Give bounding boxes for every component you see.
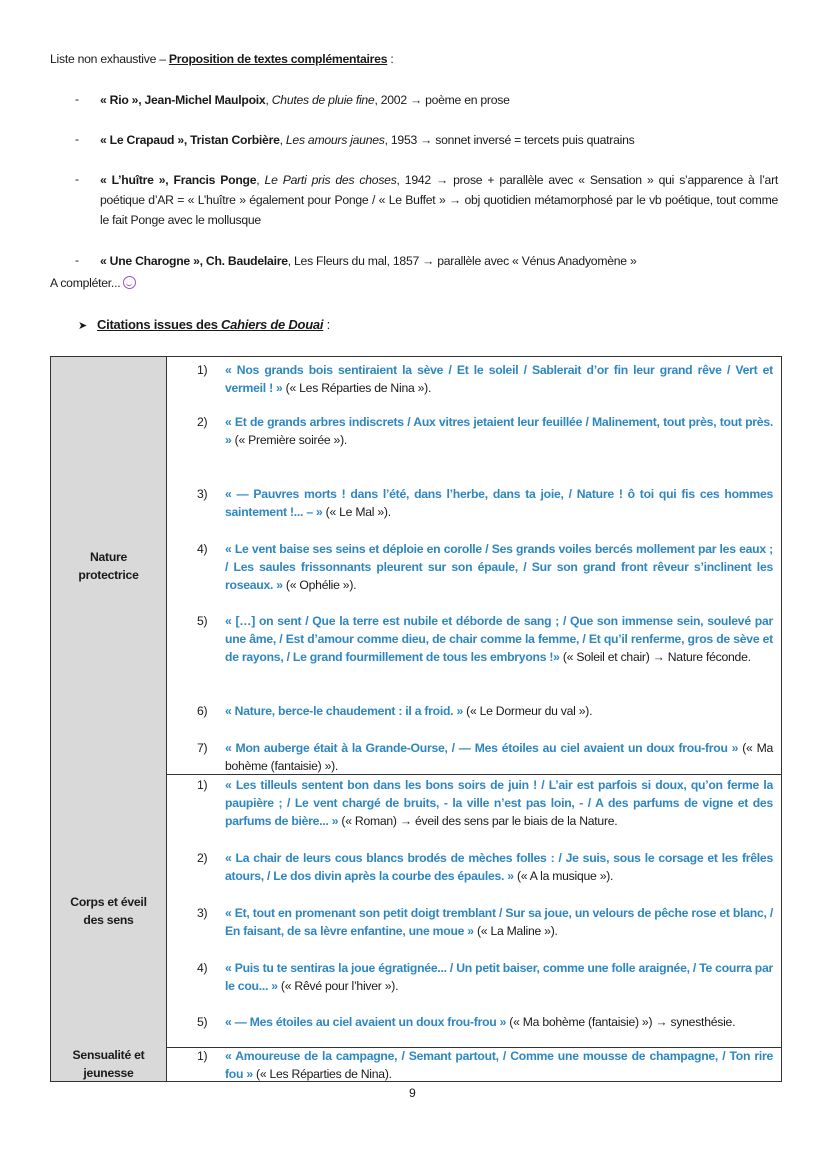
quote-text: « Amoureuse de la campagne, / Semant partout, / Comme une mousse de champagne, / Ton rire fou » (225, 1049, 773, 1081)
citations-table (50, 356, 782, 1082)
citation-item (197, 1047, 773, 1083)
quote-text: « Mon auberge était à la Grande-Ourse, / — Mes étoiles au ciel avaient un doux frou-frou » (225, 741, 739, 755)
intro-colon: : (387, 52, 394, 66)
smiley-icon (123, 276, 136, 289)
category-label-text: Corps et éveil des sens (70, 894, 147, 927)
item-number: 1) (197, 363, 208, 377)
quote-text: « — Mes étoiles au ciel avaient un doux frou-frou » (225, 1015, 507, 1029)
category-label (51, 1047, 167, 1081)
item-number: 5) (197, 614, 208, 628)
quote-text: « Et de grands arbres indiscrets / Aux vitres jetaient leur feuillée / Malinement, tout près, tout près. » (225, 415, 773, 447)
citation-item (197, 849, 773, 885)
source-reference: (« Le Dormeur du val »). (463, 704, 593, 718)
category-label (51, 774, 167, 1047)
item-number: 2) (197, 851, 208, 865)
intro-title: Proposition de textes complémentaires (168, 52, 388, 66)
citation-item (197, 612, 773, 666)
source-reference: (« La Maline »). (473, 924, 558, 938)
arrow-bullet-icon: ➤ (78, 320, 87, 332)
item-number: 2) (197, 415, 208, 429)
text-note: , 1942 → prose + parallèle avec « Sensation » qui s’apparence à l’art poétique d’AR = « L’huître » également pour Ponge / « Le Buffet » → obj quotidien métamorphosé par le vb poétique, tout comme le fait Ponge avec le mollusque (100, 173, 779, 227)
complete-note (50, 274, 136, 292)
quote-text: « — Pauvres morts ! dans l’été, dans l’herbe, dans ta joie, / Nature ! ô toi qui fis ces hommes saintement !... – » (225, 487, 773, 519)
source-reference: (« A la musique »). (513, 869, 614, 883)
source-reference: (« Roman) → éveil des sens par le biais de la Nature. (338, 814, 618, 828)
citation-item (197, 413, 773, 449)
text-title: « L’huître », Francis Ponge (100, 173, 257, 187)
source-reference: (« Première soirée »). (231, 433, 348, 447)
item-number: 1) (197, 778, 208, 792)
source-reference: (« Les Réparties de Nina »). (282, 381, 432, 395)
quote-text: « Nos grands bois sentiraient la sève / Et le soleil / Sablerait d’or fin leur grand rêve / Vert et vermeil ! » (225, 363, 773, 395)
page-number: 9 (409, 1086, 416, 1100)
quote-text: « Puis tu te sentiras la joue égratignée... / Un petit baiser, comme une folle araignée, / Te courra par le cou... » (225, 961, 773, 993)
text-note: , 1953 → sonnet inversé = tercets puis quatrains (384, 133, 635, 147)
heading-prefix: Citations issues des (96, 317, 222, 332)
sep: , (279, 133, 286, 147)
source-reference: (« Rêvé pour l’hiver »). (277, 979, 399, 993)
citation-item (197, 485, 773, 521)
source-reference: (« Ophélie »). (282, 578, 357, 592)
item-number: 4) (197, 961, 208, 975)
item-number: 7) (197, 741, 208, 755)
item-number: 6) (197, 704, 208, 718)
intro-line (50, 50, 394, 68)
heading-work: Cahiers de Douai (221, 317, 324, 332)
text-note: Les Fleurs du mal, 1857 → parallèle avec « Vénus Anadyomène » (294, 254, 637, 268)
quote-text: « Le vent baise ses seins et déploie en corolle / Ses grands voiles bercés mollement par les eaux ; / Les saules frissonnants pleurent sur son épaule, / Sur son grand front rêveur s’inclinent les roseaux. » (225, 542, 773, 592)
category-label-text: Sensualité et jeunesse (72, 1048, 145, 1080)
citation-item (197, 739, 773, 775)
item-number: 3) (197, 906, 208, 920)
citation-item (197, 540, 773, 594)
citation-item (197, 904, 773, 940)
category-label (51, 357, 167, 774)
heading-colon: : (323, 317, 330, 332)
text-work: Les amours jaunes (285, 133, 385, 147)
quote-text: « […] on sent / Que la terre est nubile et déborde de sang ; / Que son immense sein, soulevé par une âme, / Est d’amour comme dieu, de chair comme la femme, / Et qu’il renferme, gros de sève et de rayons, / Le grand fourmillement de tous les embryons !» (225, 614, 773, 664)
text-item (100, 130, 778, 150)
source-reference: (« Soleil et chair) → Nature féconde. (559, 650, 751, 664)
item-number: 4) (197, 542, 208, 556)
sep: , (287, 254, 295, 268)
text-item (100, 251, 778, 271)
source-reference: (« Ma bohème (fantaisie) ») → synesthésie. (506, 1015, 736, 1029)
text-title: « Une Charogne », Ch. Baudelaire (100, 254, 288, 268)
source-reference: (« Ma bohème (fantaisie) »). (225, 741, 773, 773)
citation-item (197, 776, 773, 830)
text-note: , 2002 → poème en prose (374, 93, 510, 107)
intro-lead: Liste non exhaustive – (50, 52, 169, 66)
source-reference: (« Les Réparties de Nina). (252, 1067, 392, 1081)
text-item (100, 170, 778, 230)
quote-text: « Et, tout en promenant son petit doigt tremblant / Sur sa joue, un velours de pêche rose et blanc, / En faisant, de sa lèvre enfantine, une moue » (225, 906, 773, 938)
category-label-text: Nature protectrice (78, 549, 139, 582)
quote-text: « Les tilleuls sentent bon dans les bons soirs de juin ! / L’air est parfois si doux, qu’on ferme la paupière ; / Le vent chargé de bruits, - la ville n’est pas loin, - / A des parfums de vigne et des parfums de bière... » (225, 778, 773, 828)
quote-text: « Nature, berce-le chaudement : il a froid. » (225, 704, 463, 718)
citation-item (197, 1013, 773, 1031)
item-number: 5) (197, 1015, 208, 1029)
quote-text: « La chair de leurs cous blancs brodés de mèches folles : / Je suis, sous le corsage et les frêles atours, / Le dos divin après la courbe des épaules. » (225, 851, 773, 883)
citation-item (197, 959, 773, 995)
text-title: « Le Crapaud », Tristan Corbière (100, 133, 280, 147)
text-title: « Rio », Jean-Michel Maulpoix (100, 93, 266, 107)
document-page: Liste non exhaustive – Proposition de textes complémentaires : - « Rio », Jean-Michel Maulpoix, Chutes de pluie fine, 2002 → poème en prose - « Le Crapaud », Tristan Corbière, Les amours jaunes, 1953 → sonnet inversé = tercets puis quatrains - « L’huître », Francis Ponge, Le Parti pris des choses, 1942 → prose + parallèle avec « Sensation » qui s’apparence à l’art poétique d’AR = « L’huître » également pour Ponge / « Le Buffet » → obj quotidien métamorphosé par le vb poétique, tout comme le fait Ponge avec le mollusque - « Une Charogne », Ch. Baudelaire, Les Fleurs du mal, 1857 → parallèle avec « Vénus Anadyomène » A compléter... ➤ Citations issues des Cahiers de Douai : Nature protectrice 1) « Nos grands bois sentiraient la sève / Et le soleil / Sablerait d’or fin leur grand rêve / Vert et vermeil ! » (« Les Réparties de Nina »). 2) « Et de grands arbres indiscrets / Aux vitres jetaient leur feuillée / Malinement, tout près, tout près. » (« Première soirée »). 3) « — Pauvres morts ! dans l’été, dans l’herbe, dans ta joie, / Nature ! ô toi qui fis ces hommes saintement !... – » (« Le Mal »). 4) « Le vent baise ses seins et déploie en corolle / Ses grands voiles bercés mollement par les eaux ; / Les saules frissonnants pleurent sur son épaule, / Sur son grand front rêveur s’inclinent les roseaux. » (« Ophélie »). 5) « […] on sent / Que la terre est nubile et déborde de sang ; / Que son immense sein, soulevé par une âme, / Est d’amour comme dieu, de chair comme la femme, / Et qu’il renferme, gros de sève et de rayons, / Le grand fourmillement de tous les embryons !» (« Soleil et chair) → Nature féconde. 6) « Nature, berce-le chaudement : il a froid. » (« Le Dormeur du val »). 7) « Mon auberge était à la Grande-Ourse, / — Mes étoiles au ciel avaient un doux frou-frou » (« Ma bohème (fantaisie) »). Corps et éveil des sens 1) « Les tilleuls sentent bon dans les bons soirs de juin ! / L’air est parfois si doux, qu’on ferme la paupière ; / Le vent chargé de bruits, - la ville n’est pas loin, - / A des parfums de vigne et des parfums de bière... » (« Roman) → éveil des sens par le biais de la Nature. 2) « La chair de leurs cous blancs brodés de mèches folles : / Je suis, sous le corsage et les frêles atours, / Le dos divin après la courbe des épaules. » (« A la musique »). 3) « Et, tout en promenant son petit doigt tremblant / Sur sa joue, un velours de pêche rose et blanc, / En faisant, de sa lèvre enfantine, une moue » (« La Maline »). 4) « Puis tu te sentiras la joue égratignée... / Un petit baiser, comme une folle araignée, / Te courra par le cou... » (« Rêvé pour l’hiver »). 5) « — Mes étoiles au ciel avaient un doux frou-frou » (« Ma bohème (fantaisie) ») → synesthésie. Sensualité et jeunesse 1) « Amoureuse de la campagne, / Semant partout, / Comme une mousse de champagne, / Ton rire fou » (« Les Réparties de Nina). 9 (0, 0, 828, 1171)
source-reference: (« Le Mal »). (322, 505, 391, 519)
item-number: 1) (197, 1049, 208, 1063)
citation-item (197, 702, 773, 720)
text-work: Chutes de pluie fine (271, 93, 375, 107)
sep: , (256, 173, 265, 187)
sep: , (265, 93, 272, 107)
citation-item (197, 361, 773, 397)
citations-heading (78, 316, 330, 335)
item-number: 3) (197, 487, 208, 501)
complete-text: A compléter... (50, 276, 124, 290)
text-work: Le Parti pris des choses (264, 173, 397, 187)
text-item (100, 90, 778, 110)
